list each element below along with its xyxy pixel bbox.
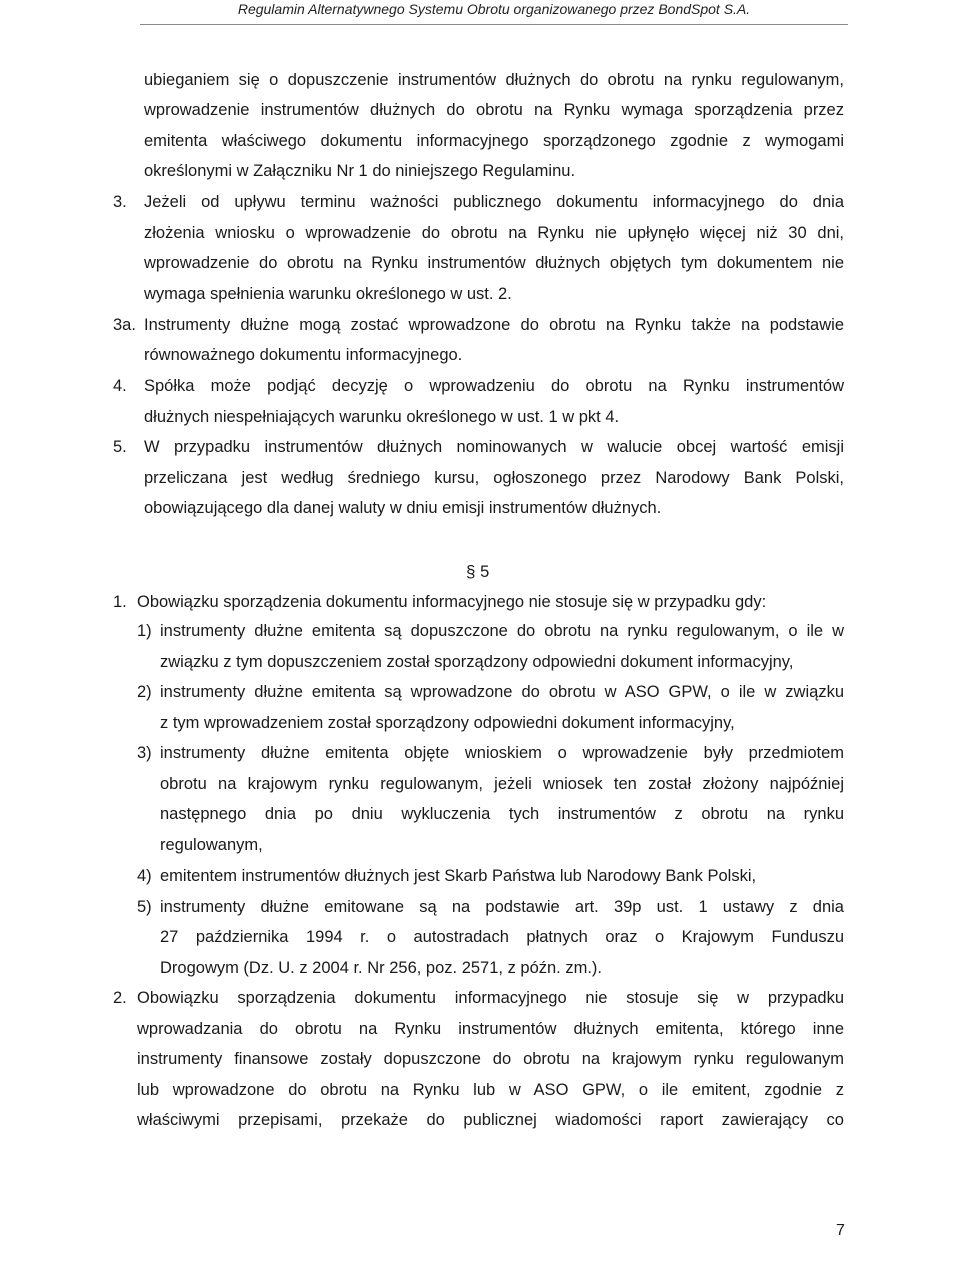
- paragraph-number: 4.: [113, 377, 127, 395]
- paragraph-number: 3.: [113, 193, 127, 211]
- paragraph-number: 3a.: [113, 316, 136, 334]
- text-line: z tym wprowadzeniem został sporządzony odpowiedni dokument informacyjny,: [160, 714, 735, 732]
- point-number: 1.: [113, 593, 127, 611]
- text-line: instrumenty dłużne emitenta objęte wnioskiem o wprowadzenie były przedmiotem: [160, 744, 844, 762]
- text-line: Instrumenty dłużne mogą zostać wprowadzone do obrotu na Rynku także na podstawie: [144, 316, 844, 334]
- text-line: regulowanym,: [160, 836, 263, 854]
- text-line: Obowiązku sporządzenia dokumentu informacyjnego nie stosuje się w przypadku: [137, 989, 844, 1007]
- text-line: ubieganiem się o dopuszczenie instrumentów dłużnych do obrotu na rynku regulowanym,: [144, 71, 844, 89]
- text-line: wprowadzania do obrotu na Rynku instrumentów dłużnych emitenta, którego inne: [137, 1020, 844, 1038]
- text-line: instrumenty dłużne emitowane są na podstawie art. 39p ust. 1 ustawy z dnia: [160, 898, 844, 916]
- text-line: emitenta właściwego dokumentu informacyjnego sporządzonego zgodnie z wymogami: [144, 132, 844, 150]
- item-number: 1): [137, 622, 152, 640]
- text-line: Obowiązku sporządzenia dokumentu informacyjnego nie stosuje się w przypadku gdy:: [137, 593, 767, 611]
- text-line: dłużnych niespełniających warunku określonego w ust. 1 w pkt 4.: [144, 408, 620, 426]
- item-number: 5): [137, 898, 152, 916]
- text-line: Drogowym (Dz. U. z 2004 r. Nr 256, poz. 2571, z późn. zm.).: [160, 959, 603, 977]
- text-line: określonymi w Załączniku Nr 1 do niniejszego Regulaminu.: [144, 162, 576, 180]
- text-line: lub wprowadzone do obrotu na Rynku lub w ASO GPW, o ile emitent, zgodnie z: [137, 1081, 844, 1099]
- text-line: wymaga spełnienia warunku określonego w ust. 2.: [144, 285, 512, 303]
- text-line: instrumenty finansowe zostały dopuszczone do obrotu na krajowym rynku regulowanym: [137, 1050, 844, 1068]
- section-number: 5: [480, 563, 490, 581]
- header-title: Regulamin Alternatywnego Systemu Obrotu organizowanego przez BondSpot S.A.: [237, 1, 751, 17]
- text-line: 27 października 1994 r. o autostradach płatnych oraz o Krajowym Funduszu: [160, 928, 844, 946]
- point-number: 2.: [113, 989, 127, 1007]
- text-line: instrumenty dłużne emitenta są dopuszczone do obrotu na rynku regulowanym, o ile w: [160, 622, 844, 640]
- text-line: właściwymi przepisami, przekaże do publicznej wiadomości raport zawierający co: [137, 1111, 844, 1129]
- text-line: emitentem instrumentów dłużnych jest Skarb Państwa lub Narodowy Bank Polski,: [160, 867, 757, 885]
- text-line: równoważnego dokumentu informacyjnego.: [144, 346, 463, 364]
- text-line: następnego dnia po dniu wykluczenia tych instrumentów z obrotu na rynku: [160, 805, 844, 823]
- section-sign: §: [466, 562, 476, 581]
- section-heading: [466, 562, 489, 582]
- text-line: wprowadzenie instrumentów dłużnych do obrotu na Rynku wymaga sporządzenia przez: [144, 101, 844, 119]
- page-number: 7: [836, 1222, 845, 1239]
- text-line: instrumenty dłużne emitenta są wprowadzone do obrotu w ASO GPW, o ile w związku: [160, 683, 844, 701]
- text-line: wprowadzenie do obrotu na Rynku instrumentów dłużnych objętych tym dokumentem nie: [144, 254, 844, 272]
- text-line: obowiązującego dla danej waluty w dniu emisji instrumentów dłużnych.: [144, 499, 662, 517]
- item-number: 2): [137, 683, 152, 701]
- item-number: 4): [137, 867, 152, 885]
- paragraph-number: 5.: [113, 438, 127, 456]
- text-line: złożenia wniosku o wprowadzenie do obrotu na Rynku nie upłynęło więcej niż 30 dni,: [144, 224, 844, 242]
- text-line: związku z tym dopuszczeniem został sporządzony odpowiedni dokument informacyjny,: [160, 653, 794, 671]
- text-line: obrotu na krajowym rynku regulowanym, jeżeli wniosek ten został złożony najpóźniej: [160, 775, 844, 793]
- text-line: Spółka może podjąć decyzję o wprowadzeniu do obrotu na Rynku instrumentów: [144, 377, 844, 395]
- text-line: przeliczana jest według średniego kursu, ogłoszonego przez Narodowy Bank Polski,: [144, 469, 844, 487]
- text-line: W przypadku instrumentów dłużnych nominowanych w walucie obcej wartość emisji: [144, 438, 844, 456]
- header-divider: [140, 24, 848, 25]
- text-line: Jeżeli od upływu terminu ważności publicznego dokumentu informacyjnego do dnia: [144, 193, 844, 211]
- item-number: 3): [137, 744, 152, 762]
